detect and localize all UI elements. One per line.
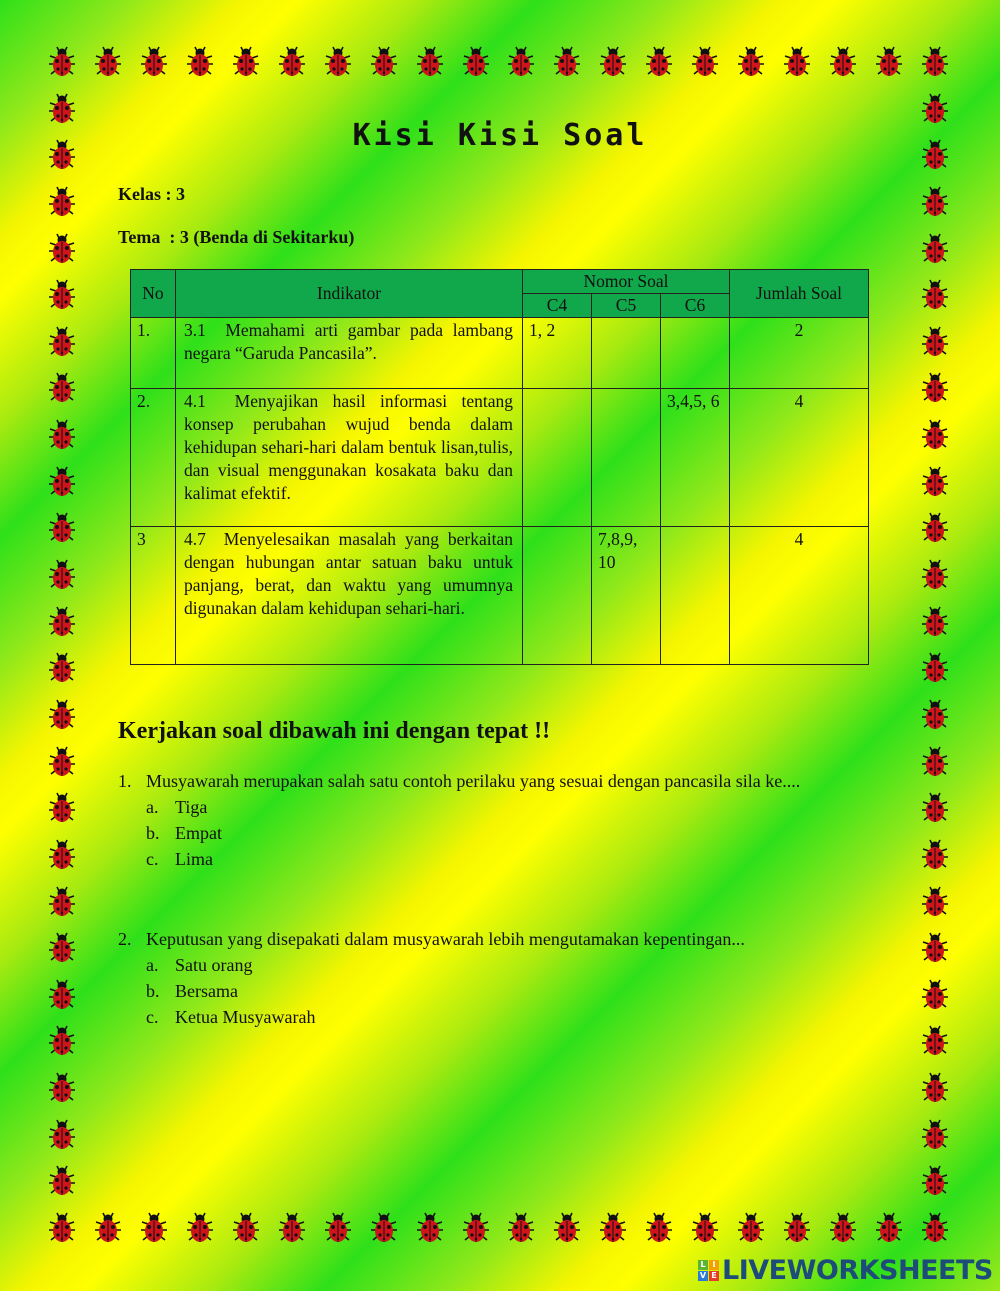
cell-jumlah: 4 xyxy=(730,389,869,527)
logo-letter: V xyxy=(699,1271,707,1280)
cell-indikator xyxy=(176,318,523,389)
option-text: Bersama xyxy=(175,981,238,1001)
indikator-text: Menyajikan hasil informasi tentang konsep perubahan wujud benda dalam kehidupan sehari-hari dalam bentuk lisan,tulis, dan visual menggunakan kosakata baku dan kalimat efektif. xyxy=(184,391,514,503)
ladybug-icon xyxy=(369,45,399,79)
header-no: No xyxy=(131,270,176,318)
ladybug-icon xyxy=(277,1211,307,1245)
ladybug-icon xyxy=(644,1211,674,1245)
ladybug-icon xyxy=(47,511,77,545)
ladybug-icon xyxy=(47,1024,77,1058)
ladybug-icon xyxy=(920,45,950,79)
ladybug-icon xyxy=(598,45,628,79)
ladybug-icon xyxy=(47,371,77,405)
ladybug-icon xyxy=(47,1071,77,1105)
option-letter: a. xyxy=(146,797,159,817)
ladybug-icon xyxy=(828,1211,858,1245)
ladybug-icon xyxy=(231,1211,261,1245)
header-indikator: Indikator xyxy=(176,270,523,318)
option-letter: b. xyxy=(146,981,160,1001)
cell-c6 xyxy=(661,318,730,389)
ladybug-icon xyxy=(47,838,77,872)
ladybug-icon xyxy=(506,45,536,79)
ladybug-icon xyxy=(690,1211,720,1245)
ladybug-icon xyxy=(47,232,77,266)
cell-c6 xyxy=(661,527,730,665)
ladybug-icon xyxy=(47,558,77,592)
ladybug-icon xyxy=(920,325,950,359)
cell-c6: 3,4,5, 6 xyxy=(661,389,730,527)
ladybug-icon xyxy=(47,931,77,965)
option-text: Empat xyxy=(175,823,222,843)
question-stem xyxy=(118,768,868,794)
ladybug-icon xyxy=(920,1024,950,1058)
ladybug-icon xyxy=(415,45,445,79)
ladybug-icon xyxy=(598,1211,628,1245)
answer-option[interactable] xyxy=(118,846,868,872)
logo-letter: I xyxy=(709,1260,719,1270)
ladybug-icon xyxy=(552,45,582,79)
ladybug-icon xyxy=(47,185,77,219)
tema-label: Tema : 3 (Benda di Sekitarku) xyxy=(118,227,355,247)
header-nomor-soal: Nomor Soal xyxy=(523,270,730,294)
cell-jumlah: 2 xyxy=(730,318,869,389)
table-row xyxy=(131,318,869,389)
ladybug-icon xyxy=(920,465,950,499)
question-text: Keputusan yang disepakati dalam musyawarah lebih mengutamakan kepentingan... xyxy=(146,929,745,949)
ladybug-icon xyxy=(461,45,491,79)
ladybug-icon xyxy=(920,1164,950,1198)
ladybug-icon xyxy=(93,1211,123,1245)
indikator-code: 4.1 xyxy=(184,391,206,411)
ladybug-icon xyxy=(920,278,950,312)
ladybug-icon xyxy=(47,698,77,732)
ladybug-icon xyxy=(920,1211,950,1245)
ladybug-icon xyxy=(93,45,123,79)
option-text: Satu orang xyxy=(175,955,253,975)
ladybug-icon xyxy=(461,1211,491,1245)
page-title: Kisi Kisi Soal xyxy=(352,118,648,153)
cell-c4 xyxy=(523,389,592,527)
option-letter: c. xyxy=(146,849,159,869)
cell-c4 xyxy=(523,527,592,665)
instruction-heading: Kerjakan soal dibawah ini dengan tepat !! xyxy=(118,718,551,744)
ladybug-icon xyxy=(920,1118,950,1152)
header-c6: C6 xyxy=(661,294,730,318)
option-letter: a. xyxy=(146,955,159,975)
ladybug-icon xyxy=(139,45,169,79)
ladybug-icon xyxy=(47,885,77,919)
ladybug-icon xyxy=(47,465,77,499)
question-number: 2. xyxy=(118,929,132,949)
ladybug-icon xyxy=(920,1071,950,1105)
question-text: Musyawarah merupakan salah satu contoh perilaku yang sesuai dengan pancasila sila ke.... xyxy=(146,771,801,791)
ladybug-icon xyxy=(920,185,950,219)
ladybug-icon xyxy=(920,838,950,872)
option-letter: c. xyxy=(146,1007,159,1027)
ladybug-icon xyxy=(47,978,77,1012)
option-text: Ketua Musyawarah xyxy=(175,1007,316,1027)
question-stem xyxy=(118,926,868,952)
ladybug-icon xyxy=(920,745,950,779)
cell-indikator xyxy=(176,527,523,665)
ladybug-icon xyxy=(920,232,950,266)
ladybug-icon xyxy=(874,1211,904,1245)
ladybug-icon xyxy=(47,745,77,779)
table-row xyxy=(131,527,869,665)
option-letter: b. xyxy=(146,823,160,843)
ladybug-icon xyxy=(736,45,766,79)
ladybug-icon xyxy=(369,1211,399,1245)
answer-option[interactable] xyxy=(118,978,868,1004)
ladybug-icon xyxy=(47,45,77,79)
ladybug-icon xyxy=(185,45,215,79)
cell-jumlah: 4 xyxy=(730,527,869,665)
ladybug-icon xyxy=(782,1211,812,1245)
option-text: Lima xyxy=(175,849,213,869)
cell-c5 xyxy=(592,389,661,527)
ladybug-icon xyxy=(415,1211,445,1245)
ladybug-icon xyxy=(920,698,950,732)
kelas-label: Kelas : 3 xyxy=(118,184,185,204)
cell-c5: 7,8,9, 10 xyxy=(592,527,661,665)
ladybug-icon xyxy=(47,1211,77,1245)
answer-option[interactable] xyxy=(118,820,868,846)
ladybug-icon xyxy=(920,885,950,919)
table-row xyxy=(131,389,869,527)
question-2 xyxy=(118,926,868,1030)
option-text: Tiga xyxy=(175,797,208,817)
ladybug-icon xyxy=(874,45,904,79)
ladybug-icon xyxy=(552,1211,582,1245)
live-logo-icon xyxy=(698,1260,719,1281)
ladybug-icon xyxy=(920,558,950,592)
ladybug-icon xyxy=(736,1211,766,1245)
cell-no: 2. xyxy=(131,389,176,527)
ladybug-icon xyxy=(47,651,77,685)
ladybug-icon xyxy=(323,1211,353,1245)
ladybug-icon xyxy=(47,325,77,359)
answer-option[interactable] xyxy=(118,1004,868,1030)
answer-option[interactable] xyxy=(118,794,868,820)
answer-option[interactable] xyxy=(118,952,868,978)
ladybug-icon xyxy=(920,371,950,405)
ladybug-icon xyxy=(47,1118,77,1152)
ladybug-icon xyxy=(782,45,812,79)
header-jumlah: Jumlah Soal xyxy=(730,270,869,318)
ladybug-icon xyxy=(920,605,950,639)
ladybug-icon xyxy=(920,511,950,545)
ladybug-icon xyxy=(644,45,674,79)
cell-no: 1. xyxy=(131,318,176,389)
ladybug-icon xyxy=(47,605,77,639)
ladybug-icon xyxy=(506,1211,536,1245)
question-1 xyxy=(118,768,868,872)
ladybug-icon xyxy=(323,45,353,79)
indikator-text: Menyelesaikan masalah yang berkaitan dengan hubungan antar satuan baku untuk panjang, berat, dan waktu yang umumnya digunakan dalam kehidupan sehari-hari. xyxy=(184,529,514,618)
ladybug-icon xyxy=(47,278,77,312)
ladybug-icon xyxy=(920,791,950,825)
ladybug-icon xyxy=(139,1211,169,1245)
cell-no: 3 xyxy=(131,527,176,665)
logo-letter: L xyxy=(698,1260,708,1270)
ladybug-icon xyxy=(47,791,77,825)
ladybug-icon xyxy=(920,978,950,1012)
ladybug-icon xyxy=(920,418,950,452)
indikator-code: 4.7 xyxy=(184,529,206,549)
logo-text: LIVEWORKSHEETS xyxy=(722,1255,993,1286)
ladybug-icon xyxy=(920,651,950,685)
ladybug-icon xyxy=(47,418,77,452)
header-c4: C4 xyxy=(523,294,592,318)
indikator-text: Memahami arti gambar pada lambang negara “Garuda Pancasila”. xyxy=(184,320,513,363)
indikator-code: 3.1 xyxy=(184,320,206,340)
cell-indikator xyxy=(176,389,523,527)
logo-letter: E xyxy=(709,1271,719,1281)
ladybug-icon xyxy=(277,45,307,79)
ladybug-icon xyxy=(231,45,261,79)
ladybug-icon xyxy=(920,931,950,965)
question-number: 1. xyxy=(118,771,132,791)
cell-c5 xyxy=(592,318,661,389)
ladybug-icon xyxy=(185,1211,215,1245)
cell-c4: 1, 2 xyxy=(523,318,592,389)
ladybug-icon xyxy=(690,45,720,79)
liveworksheets-logo xyxy=(698,1255,993,1286)
ladybug-icon xyxy=(828,45,858,79)
ladybug-icon xyxy=(47,1164,77,1198)
header-c5: C5 xyxy=(592,294,661,318)
kisi-kisi-table xyxy=(130,269,869,665)
